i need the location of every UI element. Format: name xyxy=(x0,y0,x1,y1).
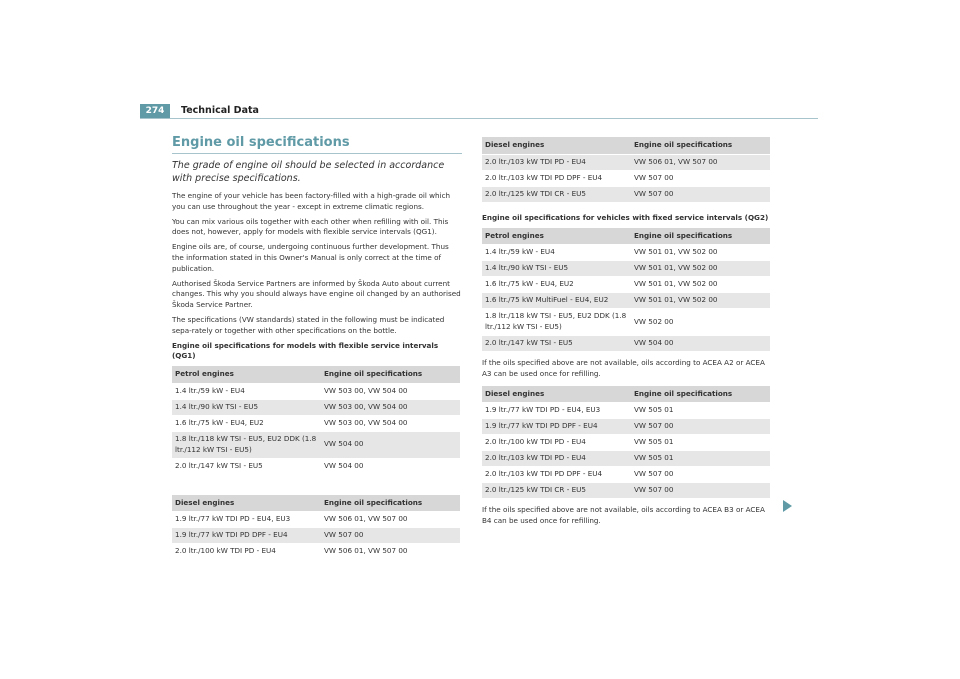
table-row xyxy=(482,435,770,451)
table-header: Petrol engines xyxy=(172,366,321,383)
table-row xyxy=(482,403,770,419)
table-row xyxy=(482,277,770,293)
spec-cell: VW 503 00, VW 504 00 xyxy=(321,415,460,431)
table-row xyxy=(172,383,460,399)
spec-cell: VW 506 01, VW 507 00 xyxy=(321,544,460,560)
engine-cell: 1.9 ltr./77 kW TDI PD - EU4, EU3 xyxy=(482,403,631,419)
engine-cell: 2.0 ltr./147 kW TSI - EU5 xyxy=(172,458,321,474)
table-header: Diesel engines xyxy=(482,386,631,403)
qg2-diesel-table xyxy=(482,386,770,500)
table-row xyxy=(482,419,770,435)
acea-a-note: If the oils specified above are not available, oils according to ACEA A2 or ACEA A3 can be used once for refilling. xyxy=(482,357,765,378)
engine-cell: 2.0 ltr./147 kW TSI - EU5 xyxy=(482,335,631,351)
section-title: Engine oil specifications xyxy=(172,135,350,150)
chapter-title: Technical Data xyxy=(181,105,259,116)
table-row xyxy=(482,186,770,202)
spec-cell: VW 507 00 xyxy=(631,419,770,435)
engine-cell: 2.0 ltr./103 kW TDI PD DPF - EU4 xyxy=(482,467,631,483)
table-header: Petrol engines xyxy=(482,228,631,245)
page-number: 274 xyxy=(140,104,170,119)
engine-cell: 2.0 ltr./100 kW TDI PD - EU4 xyxy=(172,544,321,560)
table-row xyxy=(172,399,460,415)
paragraph: Authorised Škoda Service Partners are informed by Škoda Auto about current changes. This why you should always have engine oil changed by an authorised Škoda Service Partner. xyxy=(172,278,461,310)
table-header: Engine oil specifications xyxy=(321,366,460,383)
engine-cell: 1.6 ltr./75 kW MultiFuel - EU4, EU2 xyxy=(482,293,631,309)
table-header: Engine oil specifications xyxy=(321,495,460,512)
title-divider xyxy=(172,153,462,154)
table-row xyxy=(482,335,770,351)
table-row xyxy=(482,483,770,499)
qg2-heading: Engine oil specifications for vehicles with fixed service intervals (QG2) xyxy=(482,212,769,222)
qg1-diesel-table xyxy=(172,495,460,561)
spec-cell: VW 501 01, VW 502 00 xyxy=(631,277,770,293)
table-row xyxy=(482,309,770,336)
table-row xyxy=(172,544,460,560)
engine-cell: 2.0 ltr./103 kW TDI PD - EU4 xyxy=(482,154,631,170)
spec-cell: VW 506 01, VW 507 00 xyxy=(321,512,460,528)
spec-cell: VW 506 01, VW 507 00 xyxy=(631,154,770,170)
engine-cell: 2.0 ltr./125 kW TDI CR - EU5 xyxy=(482,186,631,202)
table-header: Diesel engines xyxy=(172,495,321,512)
engine-cell: 1.4 ltr./59 kW - EU4 xyxy=(172,383,321,399)
spec-cell: VW 501 01, VW 502 00 xyxy=(631,245,770,261)
qg2-petrol-table xyxy=(482,228,770,352)
table-row xyxy=(482,467,770,483)
acea-b-note: If the oils specified above are not available, oils according to ACEA B3 or ACEA B4 can be used once for refilling. xyxy=(482,505,765,526)
table-header: Engine oil specifications xyxy=(631,386,770,403)
qg1-heading: Engine oil specifications for models with flexible service intervals (QG1) xyxy=(172,340,439,361)
spec-cell: VW 504 00 xyxy=(631,335,770,351)
header-rule xyxy=(140,118,818,119)
spec-cell: VW 507 00 xyxy=(631,467,770,483)
engine-cell: 2.0 ltr./103 kW TDI PD DPF - EU4 xyxy=(482,170,631,186)
engine-cell: 1.4 ltr./90 kW TSI - EU5 xyxy=(482,261,631,277)
qg1-diesel-cont-table xyxy=(482,137,770,203)
intro-text: The grade of engine oil should be selected in accordance with precise specifications. xyxy=(172,160,445,184)
right-column xyxy=(482,137,772,531)
spec-cell: VW 503 00, VW 504 00 xyxy=(321,399,460,415)
engine-cell: 1.9 ltr./77 kW TDI PD DPF - EU4 xyxy=(172,528,321,544)
spec-cell: VW 503 00, VW 504 00 xyxy=(321,383,460,399)
engine-cell: 1.4 ltr./59 kW - EU4 xyxy=(482,245,631,261)
engine-cell: 1.8 ltr./118 kW TSI - EU5, EU2 DDK (1.8 ltr./112 kW TSI - EU5) xyxy=(482,309,631,336)
engine-cell: 1.9 ltr./77 kW TDI PD - EU4, EU3 xyxy=(172,512,321,528)
spec-cell: VW 504 00 xyxy=(321,458,460,474)
continue-arrow-icon xyxy=(783,500,792,512)
paragraph: You can mix various oils together with each other when refilling with oil. This does not, however, apply for models with flexible service intervals (QG1). xyxy=(172,216,449,237)
spec-cell: VW 507 00 xyxy=(631,483,770,499)
table-row xyxy=(482,293,770,309)
spec-cell: VW 505 01 xyxy=(631,435,770,451)
engine-cell: 1.6 ltr./75 kW - EU4, EU2 xyxy=(482,277,631,293)
engine-cell: 2.0 ltr./125 kW TDI CR - EU5 xyxy=(482,483,631,499)
spec-cell: VW 507 00 xyxy=(631,170,770,186)
engine-cell: 2.0 ltr./103 kW TDI PD - EU4 xyxy=(482,451,631,467)
table-row xyxy=(482,451,770,467)
left-column xyxy=(172,134,462,566)
table-row xyxy=(482,245,770,261)
spec-cell: VW 505 01 xyxy=(631,451,770,467)
spec-cell: VW 501 01, VW 502 00 xyxy=(631,293,770,309)
table-row xyxy=(482,170,770,186)
table-row xyxy=(172,512,460,528)
paragraph: The specifications (VW standards) stated in the following must be indicated sepa-rately or together with other specifications on the bottle. xyxy=(172,314,445,335)
table-header: Engine oil specifications xyxy=(631,137,770,154)
engine-cell: 1.9 ltr./77 kW TDI PD DPF - EU4 xyxy=(482,419,631,435)
engine-cell: 1.8 ltr./118 kW TSI - EU5, EU2 DDK (1.8 ltr./112 kW TSI - EU5) xyxy=(172,431,321,458)
engine-cell: 1.6 ltr./75 kW - EU4, EU2 xyxy=(172,415,321,431)
paragraph: The engine of your vehicle has been factory-filled with a high-grade oil which you can use throughout the year - except in extreme climatic regions. xyxy=(172,191,451,211)
spec-cell: VW 501 01, VW 502 00 xyxy=(631,261,770,277)
engine-cell: 2.0 ltr./100 kW TDI PD - EU4 xyxy=(482,435,631,451)
qg1-petrol-table xyxy=(172,366,460,474)
paragraph: Engine oils are, of course, undergoing continuous further development. Thus the information stated in this Owner's Manual is only correct at the time of publication. xyxy=(172,242,449,273)
table-row xyxy=(482,261,770,277)
spec-cell: VW 507 00 xyxy=(631,186,770,202)
table-header: Diesel engines xyxy=(482,137,631,154)
table-row xyxy=(172,431,460,458)
table-row xyxy=(482,154,770,170)
engine-cell: 1.4 ltr./90 kW TSI - EU5 xyxy=(172,399,321,415)
table-row xyxy=(172,415,460,431)
table-row xyxy=(172,458,460,474)
table-row xyxy=(172,528,460,544)
spec-cell: VW 505 01 xyxy=(631,403,770,419)
table-header: Engine oil specifications xyxy=(631,228,770,245)
spec-cell: VW 507 00 xyxy=(321,528,460,544)
spec-cell: VW 504 00 xyxy=(321,431,460,458)
spec-cell: VW 502 00 xyxy=(631,309,770,336)
